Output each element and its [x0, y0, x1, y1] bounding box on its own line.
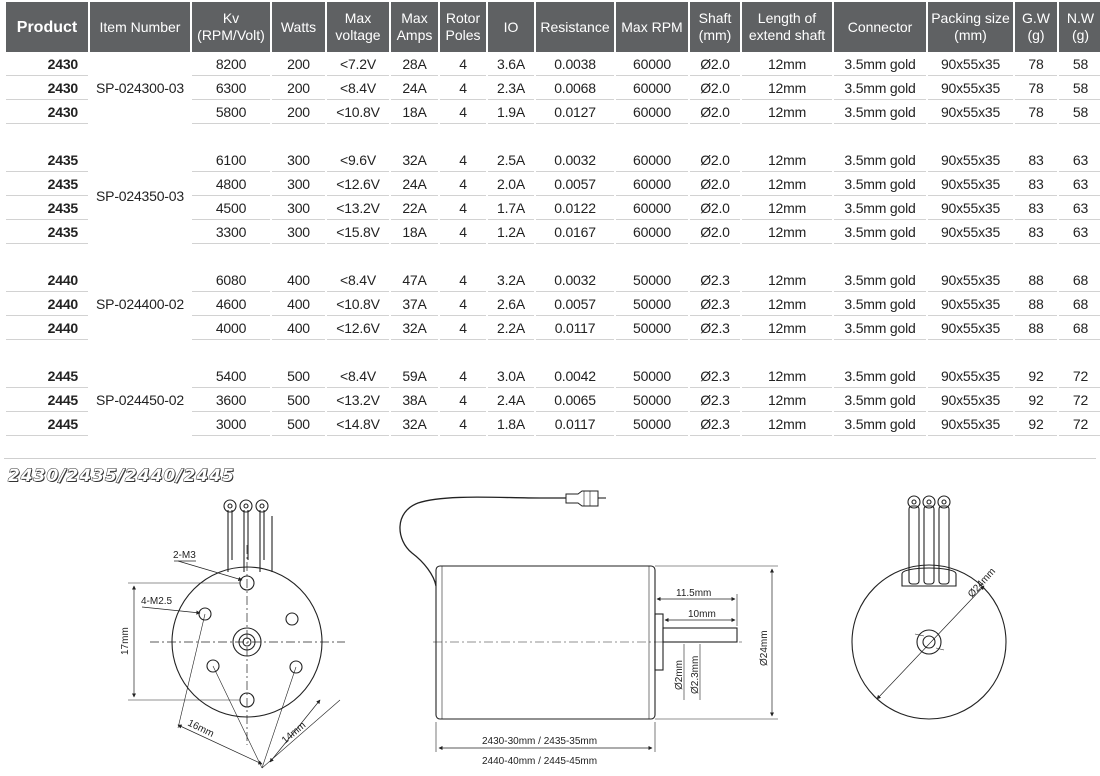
table-cell: 3.6A [488, 52, 534, 76]
side-cable [400, 497, 566, 586]
table-cell: 63 [1059, 196, 1100, 220]
table-cell: 24A [391, 76, 438, 100]
group-spacer [6, 340, 1100, 364]
table-cell: <14.8V [327, 412, 389, 436]
table-cell: 50000 [616, 292, 688, 316]
table-cell: 1.8A [488, 412, 534, 436]
label-11-5mm: 11.5mm [676, 588, 712, 599]
product-cell: 2435 [6, 196, 88, 220]
spacer-cell [6, 124, 1100, 148]
table-cell: 2.4A [488, 388, 534, 412]
table-cell: 1.9A [488, 100, 534, 124]
column-header: Item Number [90, 2, 190, 52]
item-number-cell: SP-024400-02 [96, 296, 184, 312]
table-cell: 58 [1059, 76, 1100, 100]
item-number-cell: SP-024350-03 [96, 188, 184, 204]
table-cell: 3.5mm gold [834, 292, 926, 316]
table-cell: 12mm [742, 316, 832, 340]
table-cell: 5800 [192, 100, 270, 124]
gold-connector [566, 491, 598, 506]
table-cell: <9.6V [327, 148, 389, 172]
table-cell: Ø2.3 [690, 268, 740, 292]
column-header: Packing size (mm) [928, 2, 1013, 52]
table-cell: 83 [1015, 220, 1057, 244]
column-header: Watts [272, 2, 325, 52]
table-cell: Ø2.0 [690, 148, 740, 172]
table-cell: 300 [272, 220, 325, 244]
column-header: Max RPM [616, 2, 688, 52]
table-cell: 3.5mm gold [834, 388, 926, 412]
label-2m3: 2-M3 [173, 550, 196, 561]
product-cell: 2430 [6, 52, 88, 76]
table-cell: 90x55x35 [928, 100, 1013, 124]
table-cell: Ø2.0 [690, 172, 740, 196]
table-cell: 60000 [616, 172, 688, 196]
table-cell: 4 [440, 388, 486, 412]
table-cell: 83 [1015, 172, 1057, 196]
table-cell: 72 [1059, 364, 1100, 388]
label-17mm: 17mm [120, 627, 131, 655]
table-cell: Ø2.3 [690, 388, 740, 412]
table-cell: 0.0127 [536, 100, 614, 124]
table-cell: 90x55x35 [928, 412, 1013, 436]
table-cell: 8200 [192, 52, 270, 76]
table-cell: 300 [272, 196, 325, 220]
table-cell: 83 [1015, 196, 1057, 220]
table-cell: 12mm [742, 172, 832, 196]
table-cell: 50000 [616, 268, 688, 292]
rear-bearing [917, 630, 941, 654]
table-cell: 4500 [192, 196, 270, 220]
drawing-title: 2430/2435/2440/2445 [8, 466, 235, 486]
label-shaft-2mm: Ø2mm [674, 660, 685, 690]
table-cell: 4 [440, 196, 486, 220]
table-cell: Ø2.0 [690, 76, 740, 100]
table-cell: 12mm [742, 52, 832, 76]
product-cell: 2435 [6, 172, 88, 196]
table-cell: 50000 [616, 316, 688, 340]
m25-hole [286, 613, 298, 625]
table-cell: 63 [1059, 172, 1100, 196]
table-cell: <13.2V [327, 388, 389, 412]
front-wires [224, 500, 272, 572]
table-cell: 47A [391, 268, 438, 292]
table-cell: 4 [440, 172, 486, 196]
table-cell: 3.5mm gold [834, 148, 926, 172]
table-cell: 3.5mm gold [834, 268, 926, 292]
table-cell: 32A [391, 148, 438, 172]
product-cell: 2430 [6, 76, 88, 100]
table-cell: 0.0167 [536, 220, 614, 244]
table-cell: 12mm [742, 148, 832, 172]
table-cell: 0.0038 [536, 52, 614, 76]
table-cell: 2.6A [488, 292, 534, 316]
product-cell: 2445 [6, 388, 88, 412]
product-cell: 2435 [6, 148, 88, 172]
table-cell: Ø2.0 [690, 100, 740, 124]
table-cell: 1.2A [488, 220, 534, 244]
table-cell: 68 [1059, 292, 1100, 316]
table-cell: 3.0A [488, 364, 534, 388]
table-cell: 92 [1015, 388, 1057, 412]
spacer-cell [6, 340, 1100, 364]
spec-table [4, 2, 1100, 436]
table-cell: 22A [391, 196, 438, 220]
table-cell: 12mm [742, 364, 832, 388]
table-cell: 37A [391, 292, 438, 316]
table-cell: 4 [440, 76, 486, 100]
table-cell: 6080 [192, 268, 270, 292]
product-cell: 2440 [6, 268, 88, 292]
table-cell: <8.4V [327, 76, 389, 100]
table-cell: 400 [272, 316, 325, 340]
rear-view [852, 496, 1006, 719]
table-cell: 90x55x35 [928, 52, 1013, 76]
table-cell: 4 [440, 364, 486, 388]
product-cell: 2440 [6, 316, 88, 340]
table-cell: 83 [1015, 148, 1057, 172]
column-header: Max Amps [391, 2, 438, 52]
table-cell: 12mm [742, 76, 832, 100]
table-body [6, 52, 1100, 436]
table-cell: 18A [391, 220, 438, 244]
table-cell: 4600 [192, 292, 270, 316]
table-cell: 200 [272, 52, 325, 76]
spacer-cell [6, 244, 1100, 268]
section-divider [4, 458, 1096, 459]
table-cell: 60000 [616, 76, 688, 100]
column-header: Rotor Poles [440, 2, 486, 52]
table-cell: 24A [391, 172, 438, 196]
table-cell: 90x55x35 [928, 76, 1013, 100]
table-cell: 90x55x35 [928, 292, 1013, 316]
table-cell: 38A [391, 388, 438, 412]
table-cell: 1.7A [488, 196, 534, 220]
table-cell: 90x55x35 [928, 172, 1013, 196]
table-cell: 500 [272, 388, 325, 412]
label-length-b: 2440-40mm / 2445-45mm [482, 756, 598, 767]
table-cell: <10.8V [327, 100, 389, 124]
table-cell: <7.2V [327, 52, 389, 76]
label-4m25: 4-M2.5 [141, 596, 173, 607]
table-cell: 68 [1059, 316, 1100, 340]
table-cell: Ø2.3 [690, 316, 740, 340]
table-cell: 28A [391, 52, 438, 76]
table-cell: 300 [272, 172, 325, 196]
product-cell: 2440 [6, 292, 88, 316]
product-cell: 2430 [6, 100, 88, 124]
table-cell: 78 [1015, 100, 1057, 124]
table-cell: 4800 [192, 172, 270, 196]
label-16mm: 16mm [185, 717, 216, 740]
table-cell: <13.2V [327, 196, 389, 220]
column-header: Product [6, 2, 88, 52]
table-cell: 60000 [616, 220, 688, 244]
technical-drawings [0, 480, 1100, 776]
group-spacer [6, 244, 1100, 268]
table-cell: 0.0122 [536, 196, 614, 220]
table-cell: 300 [272, 148, 325, 172]
table-cell: 200 [272, 100, 325, 124]
table-cell: 4 [440, 220, 486, 244]
table-cell: 2.0A [488, 172, 534, 196]
product-cell: 2435 [6, 220, 88, 244]
table-cell: 50000 [616, 412, 688, 436]
label-rear-24mm: Ø24mm [966, 566, 999, 601]
item-number-cell: SP-024450-02 [96, 392, 184, 408]
table-cell: 60000 [616, 148, 688, 172]
side-view [400, 491, 778, 752]
table-cell: 12mm [742, 220, 832, 244]
table-cell: 3.5mm gold [834, 76, 926, 100]
table-cell: 500 [272, 412, 325, 436]
table-cell: 63 [1059, 148, 1100, 172]
table-cell: 58 [1059, 52, 1100, 76]
table-cell: Ø2.3 [690, 364, 740, 388]
column-header: Connector [834, 2, 926, 52]
table-cell: 3.5mm gold [834, 52, 926, 76]
column-header: G.W (g) [1015, 2, 1057, 52]
product-cell: 2445 [6, 412, 88, 436]
table-cell: 4 [440, 316, 486, 340]
table-cell: 0.0042 [536, 364, 614, 388]
table-cell: 3.5mm gold [834, 364, 926, 388]
table-cell: 88 [1015, 292, 1057, 316]
table-cell: 3000 [192, 412, 270, 436]
group-spacer [6, 124, 1100, 148]
table-cell: 0.0065 [536, 388, 614, 412]
table-cell: 12mm [742, 100, 832, 124]
column-header: Kv (RPM/Volt) [192, 2, 270, 52]
table-row [6, 268, 1100, 292]
table-cell: 400 [272, 268, 325, 292]
table-cell: 0.0032 [536, 268, 614, 292]
table-cell: 12mm [742, 388, 832, 412]
table-cell: 3.5mm gold [834, 100, 926, 124]
table-cell: Ø2.0 [690, 196, 740, 220]
table-header-row [6, 2, 1100, 52]
table-cell: 60000 [616, 52, 688, 76]
table-cell: 12mm [742, 292, 832, 316]
table-cell: 3.5mm gold [834, 220, 926, 244]
table-cell: 59A [391, 364, 438, 388]
side-motor-can [436, 566, 655, 719]
table-cell: 3.5mm gold [834, 412, 926, 436]
column-header: Resistance [536, 2, 614, 52]
table-cell: 88 [1015, 268, 1057, 292]
product-cell: 2445 [6, 364, 88, 388]
side-shaft [663, 628, 737, 642]
table-cell: 4 [440, 52, 486, 76]
table-cell: 58 [1059, 100, 1100, 124]
table-cell: 2.5A [488, 148, 534, 172]
table-cell: <15.8V [327, 220, 389, 244]
label-14mm: 14mm [279, 720, 309, 747]
table-cell: 6100 [192, 148, 270, 172]
table-cell: 60000 [616, 196, 688, 220]
label-shaft-2-3mm: Ø2.3mm [690, 655, 701, 694]
table-cell: Ø2.3 [690, 292, 740, 316]
table-cell: 63 [1059, 220, 1100, 244]
table-cell: 3600 [192, 388, 270, 412]
table-cell: 4000 [192, 316, 270, 340]
table-cell: 50000 [616, 388, 688, 412]
table-cell: 78 [1015, 76, 1057, 100]
table-cell: <8.4V [327, 268, 389, 292]
column-header: IO [488, 2, 534, 52]
table-cell: 32A [391, 316, 438, 340]
table-cell: 4 [440, 100, 486, 124]
column-header: N.W (g) [1059, 2, 1100, 52]
table-cell: 3.5mm gold [834, 172, 926, 196]
column-header: Shaft (mm) [690, 2, 740, 52]
table-cell: 90x55x35 [928, 268, 1013, 292]
table-cell: 0.0032 [536, 148, 614, 172]
table-cell: 92 [1015, 364, 1057, 388]
table-cell: 12mm [742, 412, 832, 436]
table-cell: 3300 [192, 220, 270, 244]
table-cell: 0.0117 [536, 316, 614, 340]
table-cell: 68 [1059, 268, 1100, 292]
table-cell: <8.4V [327, 364, 389, 388]
table-cell: Ø2.0 [690, 52, 740, 76]
table-cell: 90x55x35 [928, 364, 1013, 388]
table-cell: 78 [1015, 52, 1057, 76]
label-length-a: 2430-30mm / 2435-35mm [482, 736, 598, 747]
table-cell: 72 [1059, 388, 1100, 412]
table-cell: 12mm [742, 268, 832, 292]
label-10mm: 10mm [688, 609, 716, 620]
table-cell: 90x55x35 [928, 220, 1013, 244]
table-cell: <10.8V [327, 292, 389, 316]
table-cell: 4 [440, 268, 486, 292]
table-cell: 90x55x35 [928, 148, 1013, 172]
table-cell: 50000 [616, 364, 688, 388]
table-cell: 400 [272, 292, 325, 316]
table-cell: 0.0057 [536, 172, 614, 196]
table-cell: 0.0068 [536, 76, 614, 100]
table-cell: 90x55x35 [928, 316, 1013, 340]
table-cell: 18A [391, 100, 438, 124]
table-cell: Ø2.3 [690, 412, 740, 436]
table-cell: 5400 [192, 364, 270, 388]
table-cell: 6300 [192, 76, 270, 100]
table-row [6, 52, 1100, 76]
table-cell: 0.0057 [536, 292, 614, 316]
table-cell: 3.5mm gold [834, 316, 926, 340]
table-cell: 0.0117 [536, 412, 614, 436]
table-cell: Ø2.0 [690, 220, 740, 244]
item-number-cell: SP-024300-03 [96, 80, 184, 96]
table-cell: 90x55x35 [928, 388, 1013, 412]
table-cell: 60000 [616, 100, 688, 124]
table-cell: <12.6V [327, 172, 389, 196]
table-cell: 92 [1015, 412, 1057, 436]
front-view [128, 500, 345, 768]
table-cell: 200 [272, 76, 325, 100]
table-cell: 4 [440, 292, 486, 316]
table-cell: 12mm [742, 196, 832, 220]
table-cell: <12.6V [327, 316, 389, 340]
rear-wires [902, 496, 956, 586]
table-cell: 2.2A [488, 316, 534, 340]
table-row [6, 364, 1100, 388]
table-cell: 4 [440, 412, 486, 436]
table-cell: 4 [440, 148, 486, 172]
table-cell: 32A [391, 412, 438, 436]
table-cell: 500 [272, 364, 325, 388]
table-cell: 2.3A [488, 76, 534, 100]
table-cell: 88 [1015, 316, 1057, 340]
column-header: Length of extend shaft [742, 2, 832, 52]
label-side-24mm: Ø24mm [759, 630, 770, 666]
column-header: Max voltage [327, 2, 389, 52]
table-cell: 72 [1059, 412, 1100, 436]
table-cell: 3.5mm gold [834, 196, 926, 220]
table-cell: 3.2A [488, 268, 534, 292]
table-cell: 90x55x35 [928, 196, 1013, 220]
table-row [6, 148, 1100, 172]
